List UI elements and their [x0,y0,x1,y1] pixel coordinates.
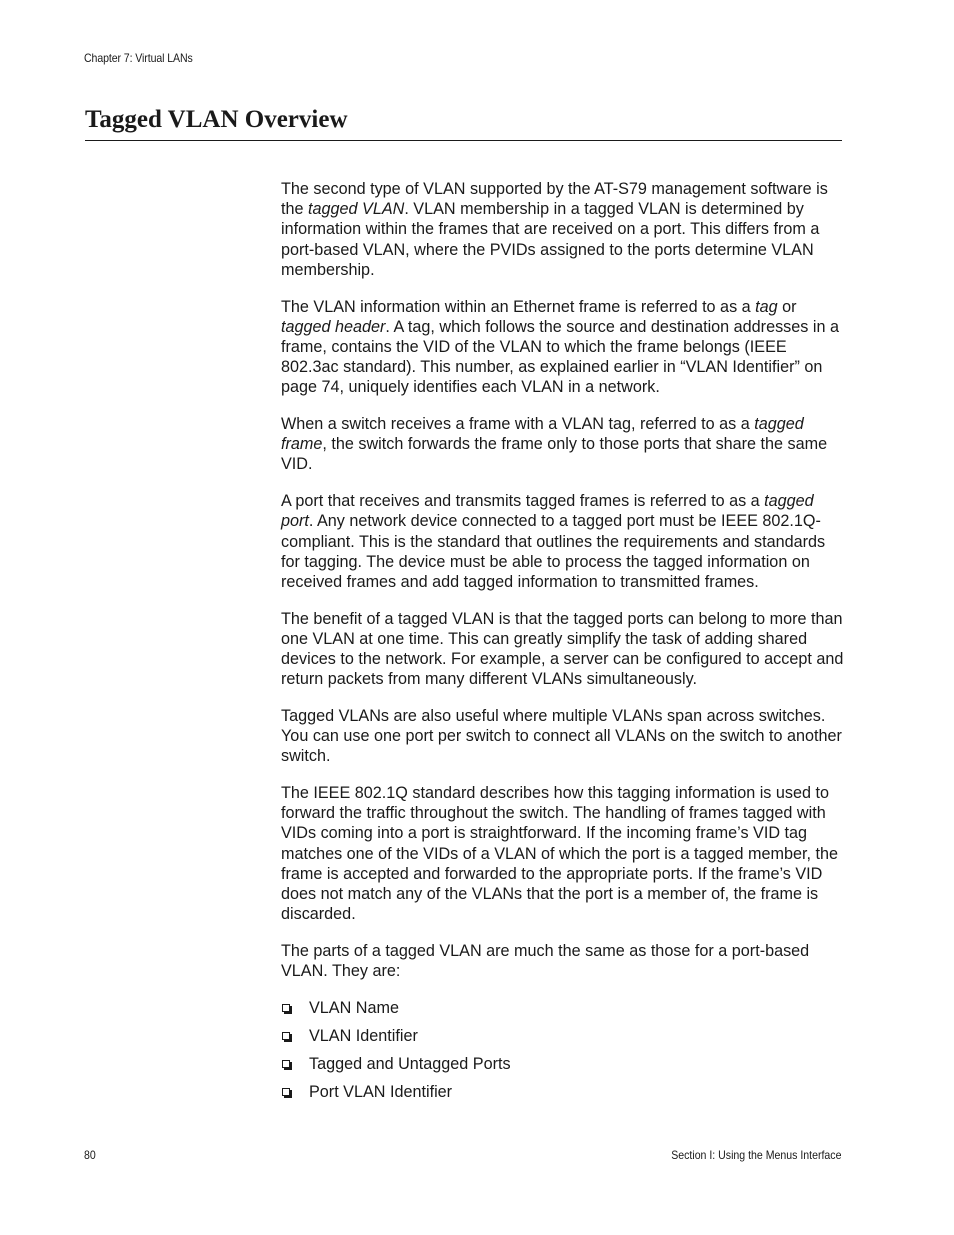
body-text [281,179,845,1110]
page-number: 80 [84,1148,96,1162]
emphasis: tag [755,297,778,316]
paragraph: The IEEE 802.1Q standard describes how this tagging information is used to forward the traffic throughout the switch. The handling of frames tagged with VIDs coming into a port is straightforward. If the incoming frame’s VID tag matches one of the VIDs of a VLAN of which the port is a tagged member, the frame is accepted and forwarded to the appropriate ports. If the frame’s VID does not match any of the VLANs that the port is a member of, the frame is discarded. [281,784,838,924]
paragraph: The VLAN information within an Ethernet frame is referred to as a tag or tagged header. A tag, which follows the source and destination addresses in a frame, contains the VID of the VLAN to which the frame belongs (IEEE 802.3ac standard). This number, as explained earlier in “VLAN Identifier” on page 74, uniquely identifies each VLAN in a network. [281,297,839,397]
checkbox-bullet-icon [282,1004,290,1012]
checkbox-bullet-icon [282,1032,290,1040]
title-rule [85,140,842,141]
list-item: Tagged and Untagged Ports [281,1054,845,1082]
paragraph: A port that receives and transmits tagged frames is referred to as a tagged port. Any network device connected to a tagged port must be IEEE 802.1Q-compliant. This is the standard that outlines the requirements and standards for tagging. The device must be able to process the tagged information on received frames and add tagged information to transmitted frames. [281,492,826,591]
footer-section: Section I: Using the Menus Interface [670,1148,841,1162]
list-item: VLAN Name [281,998,845,1026]
paragraph: The benefit of a tagged VLAN is that the tagged ports can belong to more than one VLAN at one time. This can greatly simplify the task of adding shared devices to the network. For example, a server can be configured to accept and return packets from many different VLANs simultaneously. [281,609,844,689]
list-item: Port VLAN Identifier [281,1082,845,1110]
paragraph: Tagged VLANs are also useful where multiple VLANs span across switches. You can use one port per switch to connect all VLANs on the switch to another switch. [281,706,842,766]
paragraph: When a switch receives a frame with a VLAN tag, referred to as a tagged frame, the switch forwards the frame only to those ports that share the same VID. [281,415,828,474]
checkbox-bullet-icon [282,1088,290,1096]
paragraph: The parts of a tagged VLAN are much the same as those for a port-based VLAN. They are: [281,942,810,981]
emphasis: tagged frame [281,415,804,454]
emphasis: tagged VLAN [308,200,405,219]
list-item: VLAN Identifier [281,1026,845,1054]
running-header: Chapter 7: Virtual LANs [84,51,193,65]
vlan-parts-list [281,998,845,1110]
emphasis: tagged port [281,492,814,531]
emphasis: tagged header [281,317,386,336]
checkbox-bullet-icon [282,1060,290,1068]
section-title: Tagged VLAN Overview [85,106,348,133]
paragraph: The second type of VLAN supported by the AT-S79 management software is the tagged VLAN. VLAN membership in a tagged VLAN is determined by information within the frames that are received on a port. This differs from a port-based VLAN, where the PVIDs assigned to the ports determine VLAN membership. [281,180,828,279]
